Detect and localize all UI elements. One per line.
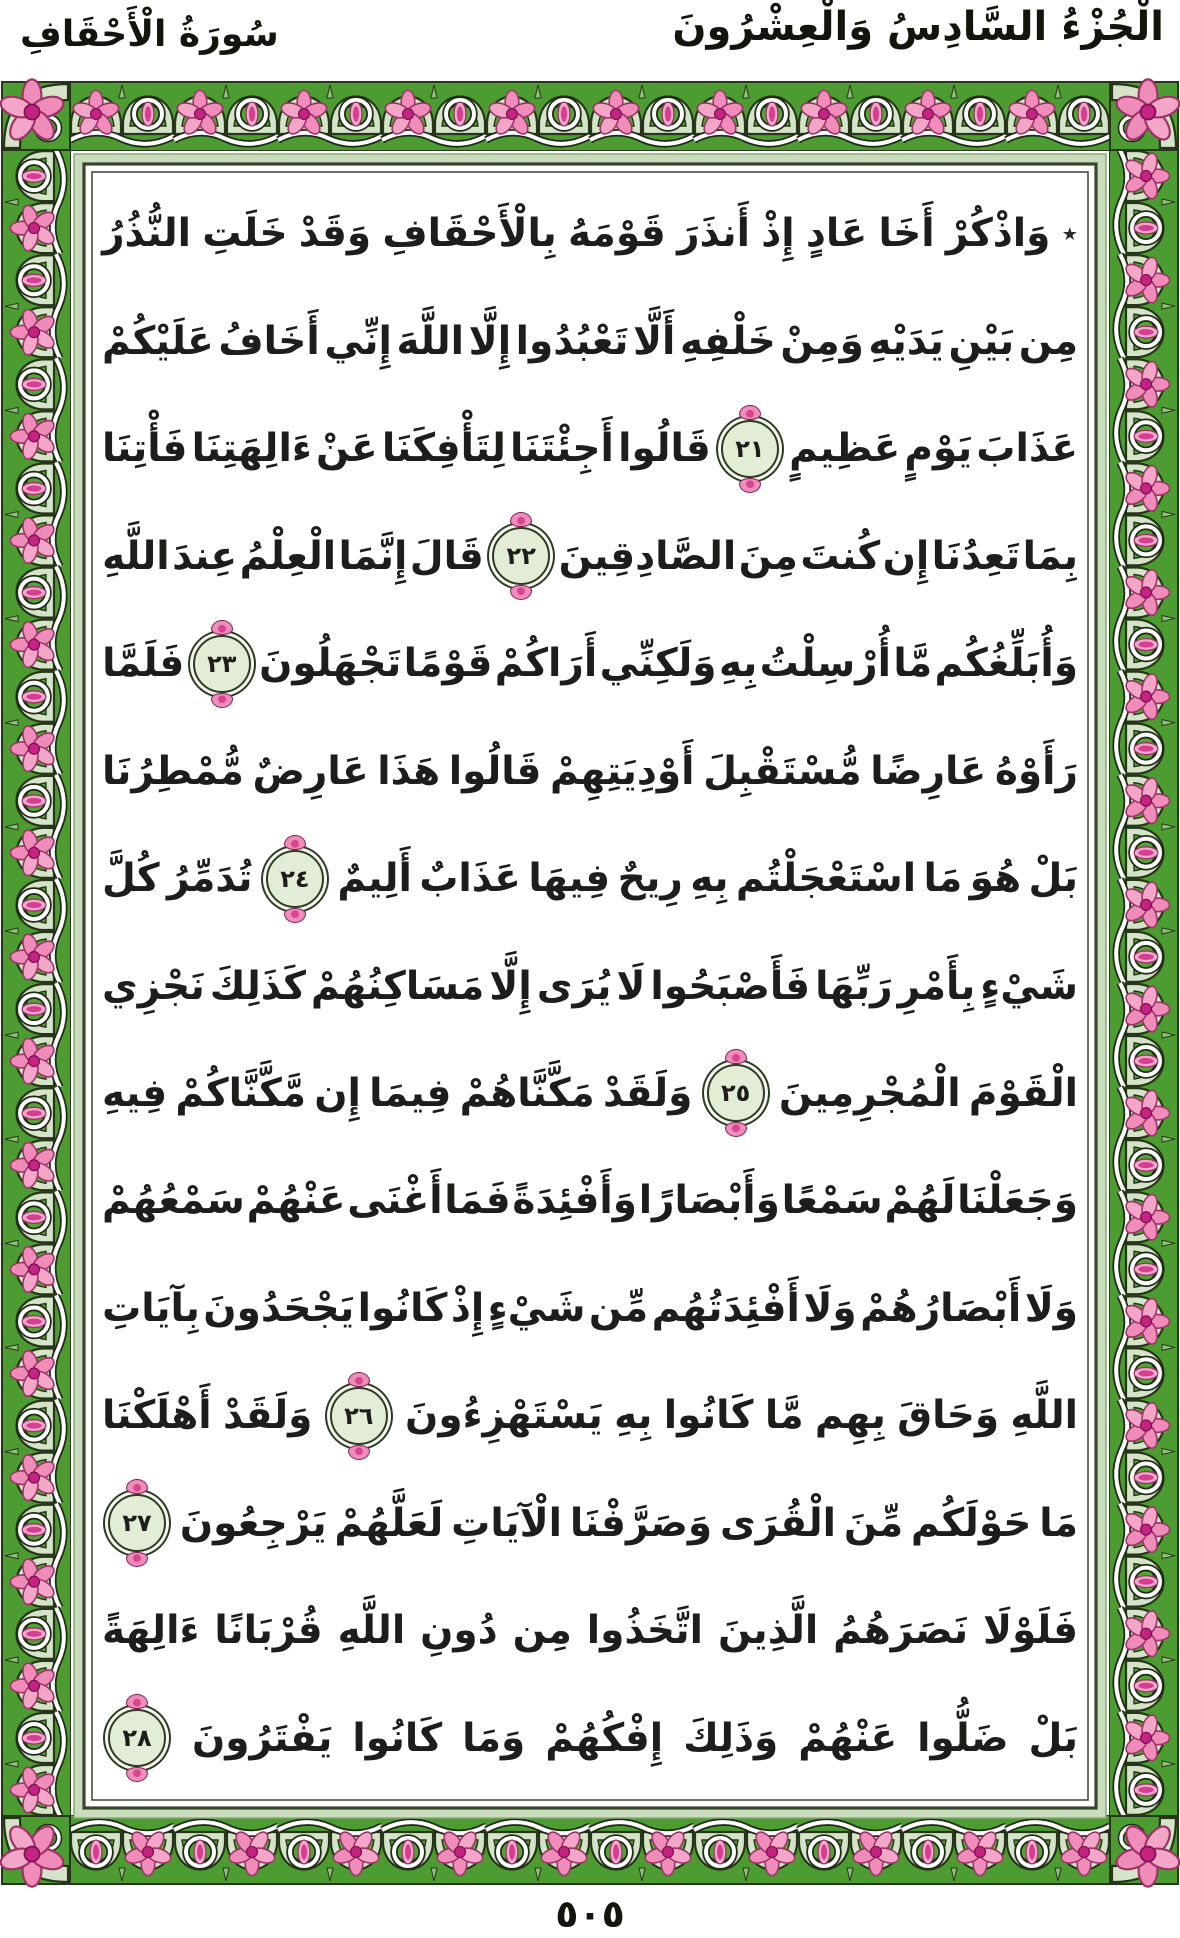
word: أُرْسِلْتُ: [759, 641, 891, 687]
word: دُونِ: [420, 1608, 498, 1654]
word: إِن: [314, 1070, 361, 1116]
word: مِن: [512, 1608, 572, 1654]
word: عَذَابٌ: [419, 856, 521, 902]
word: رَبِّهَا: [815, 963, 893, 1009]
word: سَمْعًا: [781, 1178, 883, 1224]
word: بِهِم: [814, 1393, 886, 1439]
ayah-end-marker: ٢٢: [492, 527, 550, 585]
surah-header: سُورَةُ الْأَحْقَافِ: [20, 14, 279, 55]
word: مَا: [1039, 1500, 1078, 1546]
quran-line-12: [102, 1362, 1078, 1469]
word: يَسْتَهْزِءُونَ: [405, 1393, 603, 1439]
word: أَغْنَى: [347, 1178, 443, 1224]
word: وَمِنْ: [780, 318, 864, 364]
word: كُنتَ: [800, 533, 881, 579]
word: فَأْتِنَا: [102, 426, 188, 472]
word: فِيهِ: [102, 1070, 168, 1116]
word: اسْتَعْجَلْتُم: [735, 856, 917, 902]
word: عَنْهُمْ: [246, 1178, 346, 1224]
word: كُلَّ: [102, 856, 160, 902]
word: تُدَمِّرُ: [166, 856, 253, 902]
word: قُرْبَانًا: [214, 1608, 323, 1654]
quran-line-5: [102, 610, 1078, 717]
word: مَكَّنَّاهُمْ: [459, 1070, 595, 1116]
ayah-end-marker: ٢٨: [108, 1709, 166, 1767]
quran-line-6: [102, 717, 1078, 824]
word: الْآيَاتِ: [451, 1500, 563, 1546]
word: فِيهَا: [528, 856, 611, 902]
word: بِأَمْرِ: [897, 963, 976, 1009]
juz-header: الْجُزْءُ السَّادِسُ وَالْعِشْرُونَ: [672, 4, 1164, 50]
word: وَلَقَدْ: [222, 1393, 313, 1439]
word: تَعِدُنَا: [931, 533, 1021, 579]
word: يَوْمٍ: [904, 426, 973, 472]
word: سَمْعُهُمْ: [102, 1178, 245, 1224]
word: مِنَ: [738, 533, 798, 579]
word: يَجْحَدُونَ: [203, 1285, 355, 1331]
quran-line-10: [102, 1147, 1078, 1254]
word: إِنِّي: [324, 318, 392, 364]
word: شَيْءٍ: [980, 963, 1078, 1009]
word: حَوْلَكُم: [910, 1500, 1032, 1546]
word: بِهِ: [718, 641, 758, 687]
word: هَذَا: [377, 748, 441, 794]
word: نَجْزِي: [102, 963, 205, 1009]
word: قَالُوا: [448, 748, 542, 794]
word: إِفْكُهُمْ: [545, 1715, 664, 1761]
word: مِن: [1018, 318, 1078, 364]
quran-line-4: [102, 502, 1078, 609]
word: مَسَاكِنُهُمْ: [310, 963, 485, 1009]
word: وَلَقَدْ: [602, 1070, 693, 1116]
word: هُوَ: [969, 856, 1022, 902]
word: رَأَوْهُ: [994, 748, 1078, 794]
word: أَلَّا: [632, 318, 676, 364]
ayah-end-marker: ٢٤: [266, 850, 324, 908]
word: وَذَلِكَ: [683, 1715, 779, 1761]
word: لَا: [616, 963, 646, 1009]
word: الْقَوْمَ: [968, 1070, 1078, 1116]
word: اللَّهِ: [102, 533, 170, 579]
word: رِيحٌ: [617, 856, 683, 902]
word: كَانُوا: [663, 1393, 754, 1439]
word: عَذَابَ: [976, 426, 1078, 472]
word: يَفْتَرُونَ: [192, 1715, 333, 1761]
word: الْعِلْمُ: [239, 533, 337, 579]
word: أَجِئْتَنَا: [510, 426, 614, 472]
word: إِن: [882, 533, 930, 579]
word: عَنْ: [315, 426, 378, 472]
word: وَأَفْئِدَةً: [512, 1178, 637, 1224]
word: أَخَافُ: [218, 318, 320, 364]
quran-line-3: [102, 395, 1078, 502]
page-number: ٥٠٥: [555, 1892, 625, 1936]
word: بِآيَاتِ: [102, 1285, 200, 1331]
word: قَوْمًا: [403, 641, 493, 687]
word: عِندَ: [172, 533, 238, 579]
word: ءَالِهَةً: [102, 1608, 200, 1654]
word: ضَلُّوا: [917, 1715, 1009, 1761]
word: اتَّخَذُوا: [586, 1608, 704, 1654]
word: خَلَتِ: [202, 211, 288, 257]
word: إِذْ: [450, 1285, 485, 1331]
quran-line-8: [102, 932, 1078, 1039]
word: وَلَا: [803, 1285, 857, 1331]
word: اللَّهِ: [1010, 1393, 1078, 1439]
hizb-star-icon: ٭: [1061, 215, 1078, 251]
word: أَهْلَكْنَا: [102, 1393, 212, 1439]
word: الْمُجْرِمِينَ: [778, 1070, 961, 1116]
word: لَهُمْ: [884, 1178, 956, 1224]
word: أَبْصَارُهُمْ: [860, 1285, 1022, 1331]
word: أَنذَرَ: [677, 211, 751, 257]
word: مَا: [923, 856, 963, 902]
word: عَلَيْكُمْ: [102, 318, 214, 364]
ayah-end-marker: ٢٣: [193, 635, 251, 693]
quran-line-14: [102, 1577, 1078, 1684]
word: بَيْنِ: [948, 318, 1015, 364]
word: شَيْءٍ: [487, 1285, 586, 1331]
word: مَّا: [764, 1393, 804, 1439]
word: عَارِضًا: [870, 748, 987, 794]
word: أَفْئِدَتُهُم: [651, 1285, 800, 1331]
word: يُرَى: [536, 963, 612, 1009]
word: عَظِيمٍ: [789, 426, 901, 472]
word: مِّنَ: [843, 1500, 904, 1546]
word: بِمَا: [1022, 533, 1078, 579]
word: عَادٍ: [805, 211, 868, 257]
word: مُّسْتَقْبِلَ: [703, 748, 862, 794]
word: وَلَا: [1024, 1285, 1078, 1331]
word: فَأَصْبَحُوا: [650, 963, 811, 1009]
word: إِلَّا: [468, 318, 512, 364]
word: الَّذِينَ: [717, 1608, 819, 1654]
word: يَرْجِعُونَ: [179, 1500, 327, 1546]
word: فَمَا: [444, 1178, 511, 1224]
quran-line-13: [102, 1470, 1078, 1577]
word: قَالُوا: [618, 426, 711, 472]
word: اللَّهَ: [396, 318, 465, 364]
word: وَجَعَلْنَا: [957, 1178, 1078, 1224]
word: مِّن: [588, 1285, 649, 1331]
quran-line-15: [102, 1685, 1078, 1792]
word: الصَّادِقِينَ: [558, 533, 737, 579]
word: إِنَّمَا: [338, 533, 408, 579]
word: نَصَرَهُمُ: [833, 1608, 969, 1654]
ayah-end-marker: ٢٦: [330, 1387, 388, 1445]
word: فَلَمَّا: [102, 641, 185, 687]
word: كَذَلِكَ: [209, 963, 306, 1009]
word: أَخَا: [878, 211, 935, 257]
word: وَصَرَّفْنَا: [569, 1500, 713, 1546]
ayah-end-marker: ٢١: [721, 420, 779, 478]
word: بِهِ: [614, 1393, 653, 1439]
word: أَرَاكُمْ: [494, 641, 598, 687]
word: بَلْ: [1028, 856, 1078, 902]
word: النُّذُرُ: [102, 211, 192, 257]
word: اللَّهِ: [337, 1608, 406, 1654]
word: عَارِضٌ: [252, 748, 369, 794]
word: تَجْهَلُونَ: [259, 641, 402, 687]
word: الْقُرَى: [719, 1500, 837, 1546]
quran-line-2: [102, 287, 1078, 394]
word: مَّا: [893, 641, 933, 687]
word: وَحَاقَ: [897, 1393, 1000, 1439]
word: لِتَأْفِكَنَا: [381, 426, 506, 472]
word: بَلْ: [1028, 1715, 1078, 1761]
word: وَقَدْ: [298, 211, 372, 257]
word: وَمَا: [462, 1715, 526, 1761]
word: خَلْفِهِ: [680, 318, 776, 364]
word: يَدَيْهِ: [868, 318, 944, 364]
quran-line-9: [102, 1040, 1078, 1147]
word: وَاذْكُرْ: [945, 211, 1051, 257]
word: وَأُبَلِّغُكُم: [934, 641, 1078, 687]
word: وَأَبْصَارًا: [638, 1178, 780, 1224]
word: ءَالِهَتِنَا: [191, 426, 312, 472]
ayah-end-marker: ٢٧: [108, 1494, 166, 1552]
quran-line-1: [102, 180, 1078, 287]
word: أَوْدِيَتِهِمْ: [550, 748, 695, 794]
word: بِهِ: [690, 856, 729, 902]
word: فِيمَا: [369, 1070, 452, 1116]
quran-line-11: [102, 1255, 1078, 1362]
word: فَلَوْلَا: [983, 1608, 1078, 1654]
word: أَلِيمٌ: [337, 856, 412, 902]
word: بِالْأَحْقَافِ: [382, 211, 557, 257]
word: مَّكَّنَّاكُمْ: [175, 1070, 307, 1116]
word: كَانُوا: [352, 1715, 443, 1761]
word: قَوْمَهُ: [568, 211, 666, 257]
word: وَلَكِنِّي: [599, 641, 717, 687]
word: مُّمْطِرُنَا: [102, 748, 244, 794]
word: تَعْبُدُوا: [515, 318, 629, 364]
word: إِلَّا: [489, 963, 532, 1009]
quran-line-7: [102, 825, 1078, 932]
word: قَالَ: [409, 533, 484, 579]
ayah-end-marker: ٢٥: [707, 1064, 765, 1122]
word: عَنْهُمْ: [798, 1715, 898, 1761]
word: لَعَلَّهُمْ: [334, 1500, 444, 1546]
word: إِذْ: [761, 211, 795, 257]
word: كَانُوا: [357, 1285, 448, 1331]
quran-text-area: [102, 180, 1078, 1792]
